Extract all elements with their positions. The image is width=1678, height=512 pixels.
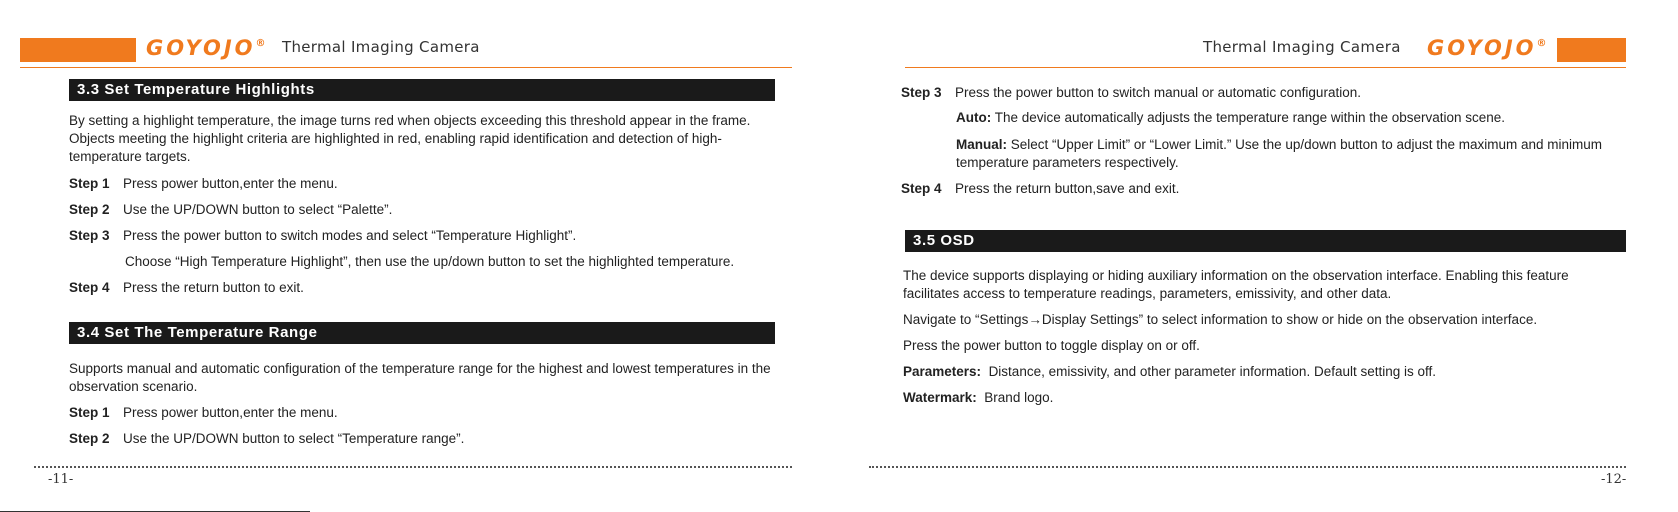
left-step-2: Step 2 Use the UP/DOWN button to select “Palette”. (69, 202, 393, 217)
left-step-1: Step 1 Press power button,enter the menu. (69, 176, 338, 191)
section-3-5-intro: The device supports displaying or hiding auxiliary information on the observation interface. Enabling this feature facilitates access to temperature readings, parameters, emissivity, and other data. (903, 268, 1569, 301)
page-number: -11- (48, 472, 74, 487)
header-rule (905, 67, 1626, 68)
left-step-4: Step 4 Press the return button to exit. (69, 280, 304, 295)
auto-mode-desc: Auto: The device automatically adjusts the temperature range within the observation scene. (956, 110, 1506, 125)
section-3-3-intro: By setting a highlight temperature, the image turns red when objects exceeding this threshold appear in the frame. Objects meeting the highlight criteria are highlighted in red, enabling rapid identification and detection of high-temperature targets. (69, 113, 751, 164)
osd-navigate-text: Navigate to “Settings→Display Settings” to select information to show or hide on the observation interface. (903, 312, 1538, 327)
section-3-4-intro: Supports manual and automatic configuration of the temperature range for the highest and lowest temperatures in the observation scenario. (69, 361, 771, 394)
right-page (839, 0, 1678, 512)
brand-logo: GOYOJO® (1427, 36, 1547, 60)
page-number: -12- (1601, 472, 1627, 487)
osd-watermark: Watermark: Brand logo. (903, 390, 1054, 405)
footer-dotted-rule (869, 466, 1626, 468)
left-step-3-note: Choose “High Temperature Highlight”, then use the up/down button to set the highlighted temperature. (125, 254, 735, 269)
brand-logo: GOYOJO® (146, 36, 266, 60)
osd-parameters: Parameters: Distance, emissivity, and other parameter information. Default setting is off. (903, 364, 1437, 379)
left-range-step-2: Step 2 Use the UP/DOWN button to select “Temperature range”. (69, 431, 465, 446)
header-subtitle: Thermal Imaging Camera (282, 38, 480, 56)
left-step-3: Step 3 Press the power button to switch modes and select “Temperature Highlight”. (69, 228, 577, 243)
footer-dotted-rule (34, 466, 792, 468)
header-accent-bar (1557, 38, 1626, 62)
section-heading-3-5: 3.5 OSD (905, 230, 1626, 252)
header-rule (20, 67, 792, 68)
right-step-4: Step 4 Press the return button,save and exit. (901, 181, 1180, 196)
left-range-step-1: Step 1 Press power button,enter the menu. (69, 405, 338, 420)
section-heading-3-4: 3.4 Set The Temperature Range (69, 322, 775, 344)
header-subtitle: Thermal Imaging Camera (1203, 38, 1401, 56)
section-heading-3-3: 3.3 Set Temperature Highlights (69, 79, 775, 101)
osd-press-text: Press the power button to toggle display on or off. (903, 338, 1200, 353)
right-step-3: Step 3 Press the power button to switch manual or automatic configuration. (901, 85, 1361, 100)
header-accent-bar (20, 38, 136, 62)
manual-mode-desc: Manual: Select “Upper Limit” or “Lower Limit.” Use the up/down button to adjust the maximum and minimum temperature parameters respectively. (956, 137, 1603, 170)
